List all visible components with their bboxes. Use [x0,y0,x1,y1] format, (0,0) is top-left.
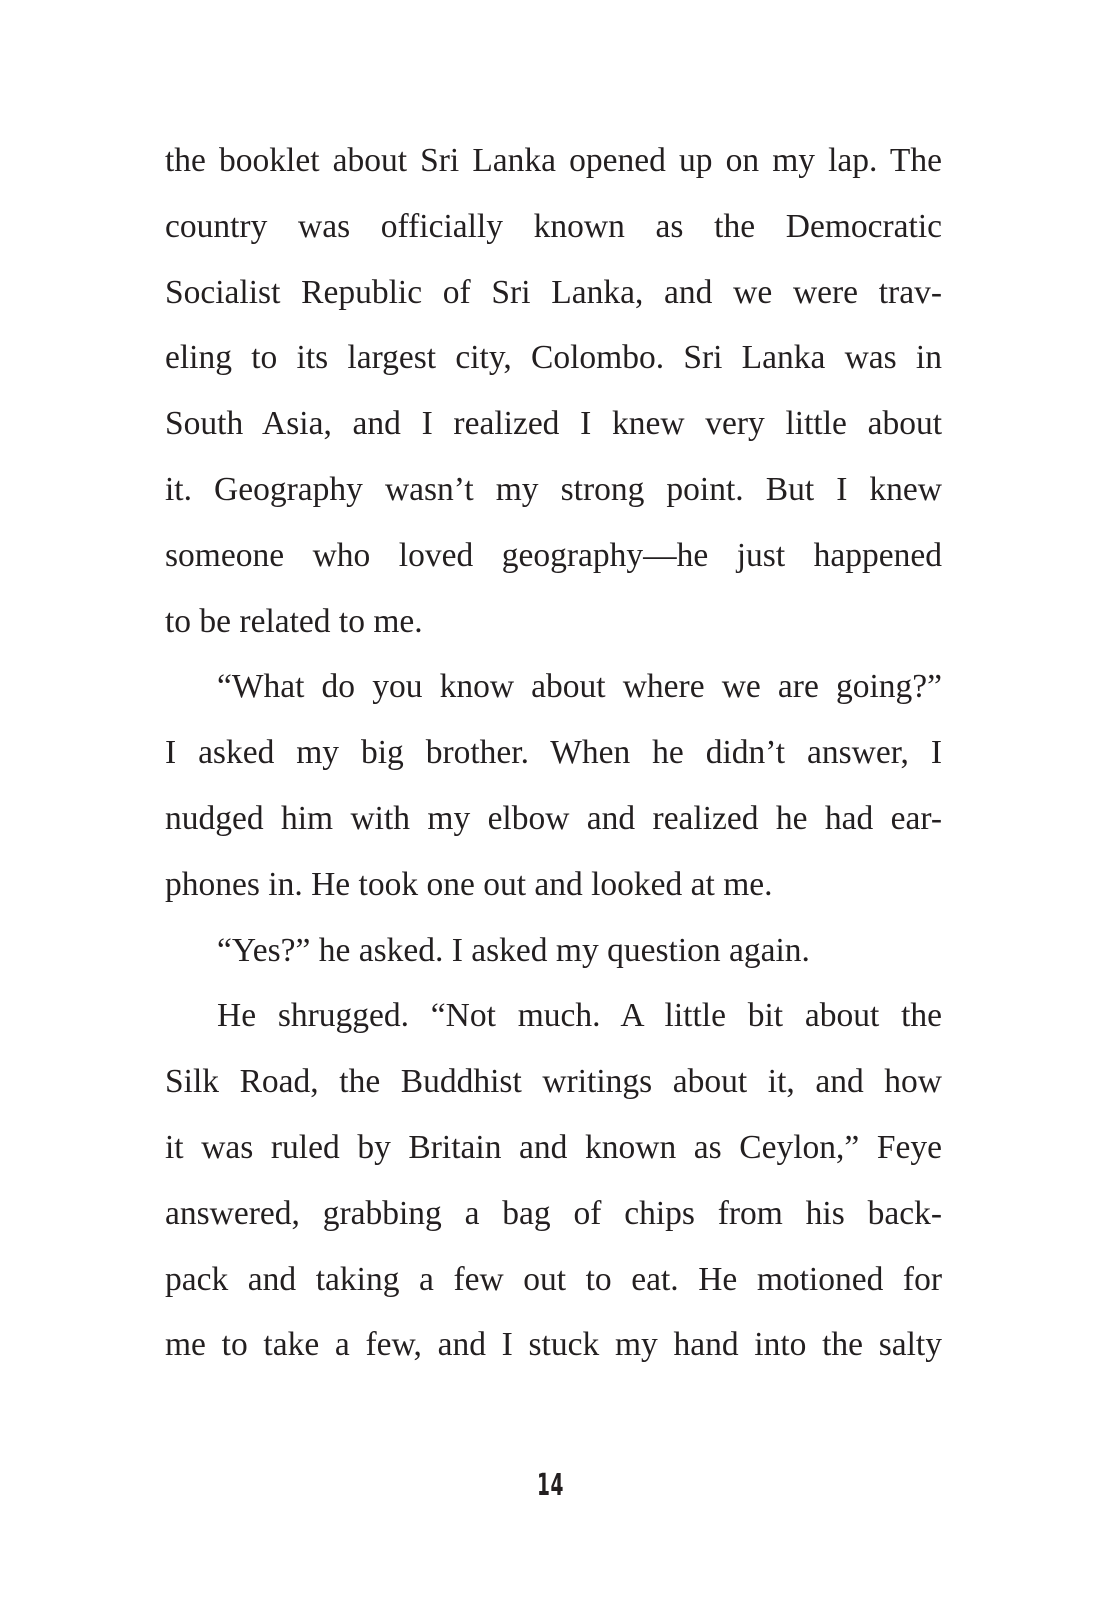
text-line: South Asia, and I realized I knew very little about [165,405,942,443]
text-line: I asked my big brother. When he didn’t answer, I [165,734,942,772]
text-line: pack and taking a few out to eat. He motioned for [165,1260,942,1298]
text-line: “What do you know about where we are going?” [217,668,942,706]
text-line: eling to its largest city, Colombo. Sri Lanka was in [165,339,942,377]
text-line: it. Geography wasn’t my strong point. But I knew [165,470,942,508]
page-number: 14 [536,1468,565,1503]
text-line: “Yes?” he asked. I asked my question again. [217,931,810,969]
text-line: someone who loved geography—he just happened [165,536,942,574]
body-text [165,128,942,1378]
text-line: me to take a few, and I stuck my hand into the salty [165,1326,942,1364]
text-line: it was ruled by Britain and known as Ceylon,” Feye [165,1128,942,1166]
text-line: phones in. He took one out and looked at me. [165,865,773,903]
text-line: Socialist Republic of Sri Lanka, and we were trav- [165,273,942,311]
text-line: country was officially known as the Democratic [165,207,942,245]
text-line: nudged him with my elbow and realized he had ear- [165,799,942,837]
text-line: the booklet about Sri Lanka opened up on my lap. The [165,142,942,179]
text-line: answered, grabbing a bag of chips from his back- [165,1194,942,1232]
text-line: He shrugged. “Not much. A little bit about the [217,997,942,1035]
text-line: to be related to me. [165,602,423,640]
text-line: Silk Road, the Buddhist writings about it, and how [165,1063,942,1101]
